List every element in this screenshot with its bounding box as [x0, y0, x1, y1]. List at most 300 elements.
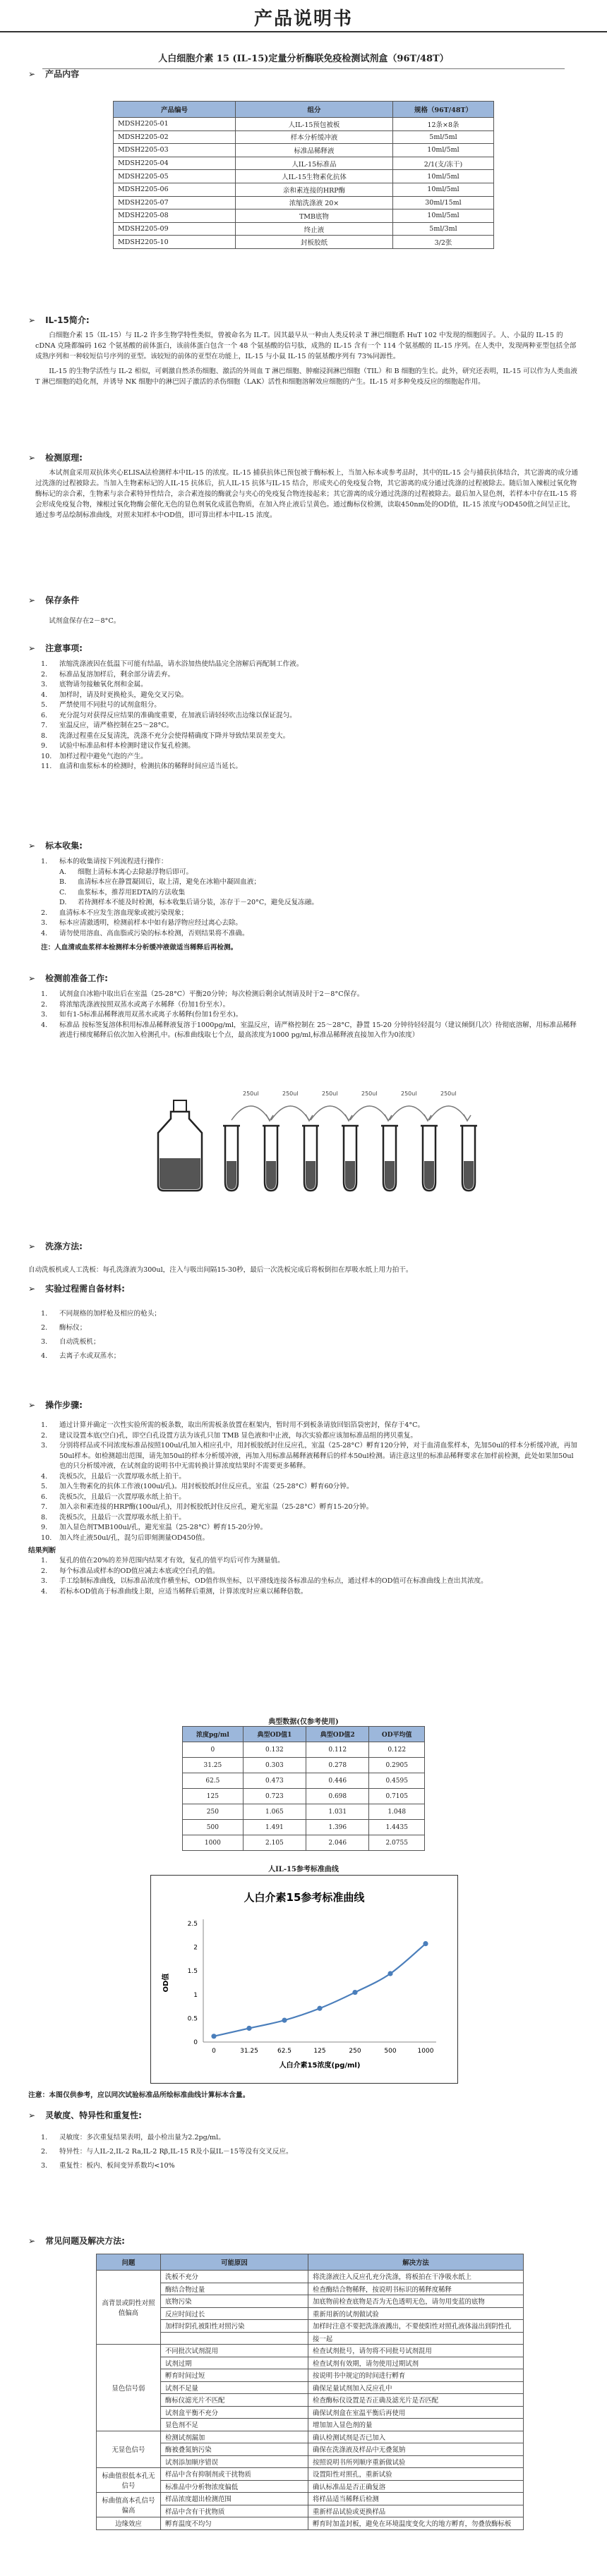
chart-note: 注意：本图仅供参考，应以同次试验标准品所绘标准曲线计算标本含量。: [28, 2091, 250, 2099]
transfer-arrow: [429, 1106, 467, 1120]
solution-cell: 接一起: [308, 2332, 524, 2345]
list-item: [41, 909, 579, 919]
list-text: 请勿使用溶血、高血脂或污染的标本检测，否则结果将不准确。: [59, 929, 249, 937]
table-cell: 终止液: [236, 222, 393, 236]
x-tick-label: 0: [212, 2048, 216, 2055]
table-row: [114, 118, 494, 131]
list-text: 洗板5次，且最后一次置厚吸水纸上拍干。: [59, 1493, 186, 1501]
list-text: 分别将样品或不同浓度标准品按照100ul/孔加入相应孔中，用封板胶纸封住反应孔，室温（25-28°C）孵育120分钟，对于血清血浆样本，先加50ul的样本分析缓冲液，再加50ul样本。如检测超出范围，请先加50ul的样本分析缓冲液，再加入用标准品稀释液稀释后的样本50ul检测。请注意这里的标准品稀释要求在加样前检测，此处如果加50ul也的只分析缓冲液，在试剂盒的说明书中无需转换计算浓度结果时不需要更多稀释。: [59, 1442, 577, 1470]
table-cell: 0.446: [306, 1773, 369, 1789]
table-cell: 250: [183, 1804, 244, 1820]
list-item: [59, 888, 579, 899]
table-cell: 3/2张: [393, 236, 494, 249]
list-item: [41, 1335, 579, 1349]
list-text: 酶标仪；: [59, 1324, 87, 1332]
table-row: [97, 2455, 524, 2468]
table-cell: 2.0755: [369, 1835, 425, 1851]
list-item: [41, 680, 579, 691]
solution-cell: 设置阳性对照孔，重新试验: [308, 2468, 524, 2481]
table-row: [114, 130, 494, 144]
cause-cell: 酶被叠氮钠污染: [161, 2443, 308, 2456]
table-cell: 2.046: [306, 1835, 369, 1851]
list-item: [41, 711, 579, 722]
intro-paragraph: 白细胞介素 15（IL-15）与 IL-2 许多生物学特性类似，曾被命名为 IL-T。因其最早从一种由人类反转录 T 淋巴细胞系 HuT 102 中发现的细胞因子。人、小鼠的 IL-15 的 cDNA 克隆都编码 162 个氨基酸的前体蛋白，该前体蛋白包含一个 48 个氨基酸的信号肽，成熟的 IL-15 含有一个 114 个氨基酸的 IL-15 序列。在人类中，发现两种亚型包括全部成熟序列和一种较短信号序列的亚型。该较短的前体的亚型在功能上，IL-15 与小鼠 IL-15 的氨基酸序列有 73%同源性。: [35, 332, 577, 360]
list-number: 9.: [41, 742, 48, 750]
section-contents: [28, 68, 579, 80]
section-heading: 实验过程需自备材料:: [45, 1284, 125, 1294]
list-item: [41, 1472, 579, 1483]
cause-cell: 不同批次试剂混用: [161, 2345, 308, 2357]
volume-label: 250ul: [361, 1090, 378, 1097]
table-cell: 0.698: [306, 1789, 369, 1804]
section-storage: [28, 594, 579, 626]
list-number: 7.: [41, 1503, 48, 1511]
table-cell: 1.4435: [369, 1820, 425, 1835]
table-header: 典型OD值1: [243, 1727, 306, 1742]
chart-title: 人白介素15参考标准曲线: [244, 1891, 365, 1904]
table-cell: 1.048: [369, 1804, 425, 1820]
table-cell: 人IL-15标准品: [236, 157, 393, 170]
result-heading: 结果判断: [28, 1547, 56, 1555]
list-number: 3.: [41, 1338, 48, 1346]
list-number: 5.: [41, 1483, 48, 1490]
section-notes: [28, 642, 579, 772]
list-item: [41, 2131, 579, 2145]
table-cell: 0.132: [243, 1742, 306, 1758]
problem-cell: 高背景或阴性对照值偏高: [97, 2271, 161, 2345]
principle-paragraph: 本试剂盒采用双抗体夹心ELISA法检测样本中IL-15 的浓度。IL-15 捕获抗体已预包被于酶标板上，当加入标本或参考品时，其中的IL-15 会与捕获抗体结合，其它游离的成分通过洗涤的过程被除去。当加入生物素标记的人IL-15 抗体后，抗人IL-15 抗体与IL-15 结合，形成夹心的免疫复合物，其它游离的成分通过洗涤的过程被除去。随后加入辣根过氧化物酶标记的亲合素，生物素与亲合素特异性结合，亲合素连接的酶就会与夹心的免疫复合物连接起来；其它游离的成分通过洗涤的过程被除去。最后加入显色剂，若样本中存在IL-15 将会形成免疫复合物，辣根过氧化物酶会催化无色的显色剂氧化成蓝色物质，在加入终止液后呈黄色。通过酶标仪检测，读取450nm处的OD值，IL-15 浓度与OD450值之间呈正比，通过参考品绘制标准曲线，对照未知样本中OD值，即可算出样本中IL-15 浓度。: [35, 469, 579, 519]
list-number: 2.: [41, 2148, 48, 2156]
list-number: 8.: [41, 731, 48, 740]
y-axis-label: OD值: [162, 1973, 170, 1993]
storage-text: 试剂盒保存在2－8°C。: [49, 617, 121, 625]
solution-cell: 重新样品试验或更换样品: [308, 2505, 524, 2517]
list-number: 4.: [41, 1352, 48, 1360]
table-cell: MDSH2205-01: [114, 118, 236, 131]
solution-cell: 加底物前检查底物是否为无色透明无色，请勿用变蓝的底物: [308, 2295, 524, 2308]
list-item: [41, 700, 579, 711]
list-number: 2.: [41, 1567, 48, 1575]
dilution-diagram: [155, 1079, 480, 1199]
list-text: 每个标准品或样本的OD值应减去本底或空白孔的值。: [59, 1567, 220, 1575]
list-text: 将浓缩洗涤液按照双蒸水或离子水稀释（份加1份至水）。: [59, 1000, 230, 1009]
list-text: 浓缩洗涤液因在低温下可能有结晶，请水浴加热使结晶完全溶解后再配制工作液。: [59, 660, 304, 668]
list-text: 加入亲和素连接的HRP酶(100ul/孔)，用封板胶纸封住反应孔，避光室温（25-28°C）孵育15-20分钟。: [59, 1503, 373, 1511]
cause-cell: 孵育温度不均匀: [161, 2517, 308, 2530]
y-tick-label: 2.5: [187, 1921, 198, 1928]
y-tick-label: 0: [193, 2039, 198, 2046]
table-row: [183, 1758, 425, 1773]
x-tick-label: 125: [313, 2048, 326, 2055]
table-cell: MDSH2205-10: [114, 236, 236, 249]
arrow-bullet-icon: ➢: [28, 315, 36, 325]
arrow-bullet-icon: ➢: [28, 840, 36, 851]
table-cell: MDSH2205-06: [114, 183, 236, 196]
tube-icon: [302, 1126, 319, 1191]
list-text: 加入显色剂TMB100ul/孔，避光室温（25-28°C）孵育15-20分钟。: [59, 1524, 268, 1531]
y-tick-label: 2: [193, 1944, 198, 1952]
section-heading: 保存条件: [45, 595, 80, 605]
table-cell: 人IL-15生物素化抗体: [236, 170, 393, 183]
list-item: [41, 918, 579, 929]
table-cell: 1.491: [243, 1820, 306, 1835]
table-row: [183, 1742, 425, 1758]
y-tick-label: 1: [193, 1991, 198, 1999]
list-text: 试验中标准品和样本检测时建议作复孔检测。: [59, 742, 195, 750]
x-tick-label: 250: [349, 2048, 361, 2055]
list-item: [41, 1523, 579, 1533]
table-cell: 0.4595: [369, 1773, 425, 1789]
table-row: [97, 2307, 524, 2320]
table-cell: 500: [183, 1820, 244, 1835]
solution-cell: 确认标准品是否正确复溶: [308, 2480, 524, 2493]
cause-cell: 酶标仪滤光片不匹配: [161, 2394, 308, 2407]
solution-cell: 孵育时加盖封板，避免在环境温度变化大的地方孵育，勿叠放酶标板: [308, 2517, 524, 2530]
list-text: 细胞上清标本离心去除悬浮物后即可。: [78, 868, 193, 876]
table-cell: 0.303: [243, 1758, 306, 1773]
table-cell: MDSH2205-02: [114, 130, 236, 144]
table-header-row: [97, 2254, 524, 2271]
prep-list: [41, 990, 579, 1041]
tube-row: [223, 1126, 477, 1191]
table-cell: 2.105: [243, 1835, 306, 1851]
table-cell: MDSH2205-08: [114, 209, 236, 223]
list-text: 血清和血浆标本的检测时，检测抗体的稀释时间应适当延长。: [59, 763, 243, 770]
cause-cell: 样品中含有抑制剂或干扰物质: [161, 2468, 308, 2481]
list-text: 加样时，请及时更换枪头，避免交叉污染。: [59, 691, 188, 699]
table-cell: 0.7105: [369, 1789, 425, 1804]
table-row: [97, 2369, 524, 2382]
table-header-row: [183, 1727, 425, 1742]
data-point: [423, 1941, 428, 1946]
list-item: [41, 2145, 579, 2159]
table-cell: 1.031: [306, 1804, 369, 1820]
list-text: 特异性：与人IL-2,IL-2 Ra,IL-2 Rβ,IL-15 R及小鼠IL－15等没有交叉反应。: [59, 2148, 293, 2156]
list-number: 11.: [41, 763, 52, 770]
list-item: [59, 877, 579, 888]
table-cell: MDSH2205-03: [114, 144, 236, 157]
table-cell: 封板胶纸: [236, 236, 393, 249]
od-table-caption: 典型数据(仅参考使用): [268, 1718, 339, 1726]
list-text: 自动洗板机；: [59, 1338, 100, 1346]
list-item: [41, 1321, 579, 1335]
list-number: 5.: [41, 701, 48, 709]
list-number: A.: [59, 868, 66, 876]
data-point: [387, 1971, 392, 1976]
arrow-bullet-icon: ➢: [28, 973, 36, 983]
arrow-bullet-icon: ➢: [28, 595, 36, 605]
list-number: 9.: [41, 1524, 48, 1531]
list-item: [41, 1021, 579, 1041]
section-intro: [28, 314, 579, 387]
section-sample: [28, 839, 579, 952]
table-cell: 5ml/5ml: [393, 130, 494, 144]
list-text: 底物请勿接触氧化剂和金属。: [59, 681, 148, 688]
list-number: 1.: [41, 660, 48, 668]
list-text: 室温反应，请严格控制在25～28°C。: [59, 722, 174, 729]
table-row: [97, 2271, 524, 2283]
list-item: [41, 721, 579, 731]
table-cell: 2/1(支/冻干): [393, 157, 494, 170]
solution-cell: 将洗涤液注入反应孔充分洗涤，将板拍在干净吸水纸上: [308, 2271, 524, 2283]
list-number: 3.: [41, 1011, 48, 1019]
table-cell: 10ml/5ml: [393, 209, 494, 223]
transfer-arrow: [311, 1106, 349, 1120]
list-number: 1.: [41, 990, 48, 998]
cause-cell: 加样时阴孔被阳性对照污染: [161, 2320, 308, 2333]
standard-curve-chart: [150, 1875, 458, 2084]
x-tick-label: 1000: [417, 2048, 434, 2055]
list-text: 试剂盒自冰箱中取出后在室温（25-28°C）平衡20分钟；每次检测后剩余试剂请及时于2－8°C保存。: [59, 990, 364, 998]
list-item: [41, 1441, 579, 1472]
table-cell: 10ml/5ml: [393, 170, 494, 183]
wash-text: 自动洗板机或人工洗板：每孔洗涤液为300ul，注入与吸出间隔15-30秒，最后一次洗板完成后将板倒扣在厚吸水纸上用力拍干。: [28, 1266, 413, 1274]
solution-cell: 检查酶结合物稀释，按说明书标识的稀释度稀释: [308, 2283, 524, 2295]
list-number: 1.: [41, 858, 48, 865]
section-heading: 常见问题及解决方法:: [45, 2236, 125, 2246]
section-troubleshoot: [28, 2235, 579, 2247]
list-item: [41, 1576, 579, 1587]
list-text: 血清标本应在静置凝固后，取上清，避免在冰箱中凝固血液；: [78, 878, 261, 886]
transfer-arrow: [390, 1106, 428, 1120]
list-item: [41, 1307, 579, 1321]
chart-svg: [151, 1876, 457, 2083]
table-cell: 人IL-15预包被板: [236, 118, 393, 131]
x-tick-label: 500: [384, 2048, 397, 2055]
problem-cell: 边缘效应: [97, 2517, 161, 2530]
list-item: [41, 857, 579, 868]
list-number: 4.: [41, 1472, 48, 1481]
procedure-list: [41, 1421, 579, 1543]
list-number: 2.: [41, 670, 48, 679]
table-row: [97, 2394, 524, 2407]
table-header: 规格（96T/48T）: [393, 102, 494, 118]
cause-cell: 检测试剂漏加: [161, 2431, 308, 2443]
doc-title: 产品说明书: [253, 8, 353, 30]
y-tick-label: 0.5: [187, 2015, 198, 2023]
solution-cell: 按说明书中规定的时间进行孵育: [308, 2369, 524, 2382]
solution-cell: 确保在洗涤液及样品中无叠氮钠: [308, 2443, 524, 2456]
table-cell: 62.5: [183, 1773, 244, 1789]
list-item: [41, 1421, 579, 1431]
cause-cell: 显色剂不足: [161, 2419, 308, 2431]
section-heading: 灵敏度、特异性和重复性:: [45, 2110, 142, 2120]
table-row: [97, 2406, 524, 2419]
table-header: OD平均值: [369, 1727, 425, 1742]
list-text: 严禁使用不同批号的试剂盒组分。: [59, 701, 161, 709]
cause-cell: 孵育时间过短: [161, 2369, 308, 2382]
arrow-bullet-icon: ➢: [28, 1241, 36, 1251]
list-text: 血清标本不应发生溶血现象或被污染现象；: [59, 909, 188, 917]
list-item: [59, 868, 579, 878]
notes-list: [41, 660, 579, 772]
table-header: 典型OD值2: [306, 1727, 369, 1742]
table-row: [97, 2480, 524, 2493]
list-number: 3.: [41, 919, 48, 927]
list-text: 充分混匀对获得反应结果的准确度重要，在加液后请轻轻吹击边缘以保证混匀。: [59, 711, 296, 719]
problem-cell: 标曲值高本孔信号偏高: [97, 2493, 161, 2517]
table-cell: MDSH2205-04: [114, 157, 236, 170]
doc-subtitle: 人白细胞介素 15 (IL-15)定量分析酶联免疫检测试剂盒（96T/48T）: [158, 54, 449, 64]
list-text: 标本的收集请按下列流程进行操作：: [59, 858, 168, 865]
cause-cell: 样品中含有干扰物质: [161, 2505, 308, 2517]
list-item: [41, 990, 579, 1000]
table-row: [97, 2381, 524, 2394]
transfer-arrow: [271, 1106, 309, 1120]
table-cell: 0.122: [369, 1742, 425, 1758]
list-item: [41, 1010, 579, 1021]
table-header: 解决方法: [308, 2254, 524, 2271]
tube-icon: [381, 1126, 398, 1191]
arrow-head-icon: [424, 1114, 431, 1121]
section-procedure: [28, 1399, 579, 1597]
table-cell: 30ml/15ml: [393, 196, 494, 209]
table-header-row: [114, 102, 494, 118]
list-text: 不同规格的加样枪及相应的枪头；: [59, 1310, 161, 1318]
table-cell: 0.2905: [369, 1758, 425, 1773]
solution-cell: 增加加入显色剂的量: [308, 2419, 524, 2431]
arrow-bullet-icon: ➢: [28, 643, 36, 653]
table-row: [97, 2357, 524, 2369]
table-cell: 1.065: [243, 1804, 306, 1820]
x-tick-label: 62.5: [277, 2048, 292, 2055]
table-row: [183, 1804, 425, 1820]
table-cell: 1000: [183, 1835, 244, 1851]
list-text: 建议设置本底(空白)孔，即空白孔设置方法为该孔只加 TMB 显色液和中止液，每次实验都应该加标准品组的拷贝重复。: [59, 1431, 417, 1440]
table-row: [114, 236, 494, 249]
list-text: 加入生物素化的抗体工作液(100ul/孔)。用封板胶纸封住反应孔，室温（25-28°C）孵育60分钟。: [59, 1483, 354, 1490]
list-text: 洗涤过程重在反复清洗，洗涤不充分会使得精确度下降并导致结果误差变大。: [59, 731, 290, 740]
list-text: 标准品复溶加样后，剩余部分请丢弃。: [59, 670, 175, 679]
stock-bottle-icon: [158, 1100, 202, 1191]
table-row: [97, 2431, 524, 2443]
cause-cell: 标准品中分析物浓度偏低: [161, 2480, 308, 2493]
table-cell: TMB底物: [236, 209, 393, 223]
list-number: 3.: [41, 1577, 48, 1585]
troubleshoot-table: [96, 2254, 524, 2530]
table-row: [183, 1835, 425, 1851]
section-principle: [28, 451, 579, 521]
table-row: [97, 2320, 524, 2333]
list-text: 加样过程中避免气泡的产生。: [59, 752, 148, 760]
problem-cell: 标曲值很低本孔无信号: [97, 2468, 161, 2493]
series-line: [214, 1944, 426, 2036]
section-sensitivity: [28, 2109, 579, 2173]
table-row: [97, 2419, 524, 2431]
volume-label: 250ul: [440, 1090, 457, 1097]
table-cell: 10ml/5ml: [393, 183, 494, 196]
list-text: 标本应清澈透明，检测前样本中如有悬浮物应经过离心去除。: [59, 919, 243, 927]
table-cell: 5ml/3ml: [393, 222, 494, 236]
solution-cell: 检查试剂批号，请勿将不同批号试剂混用: [308, 2345, 524, 2357]
section-heading: 检测原理:: [45, 453, 83, 463]
list-number: 1.: [41, 1557, 48, 1565]
list-number: 1.: [41, 1421, 48, 1429]
transfer-arrow: [350, 1106, 388, 1120]
data-point: [282, 2018, 287, 2023]
x-axis-label: 人白介素15浓度(pg/ml): [279, 2062, 361, 2070]
sample-list: [41, 857, 579, 939]
table-row: [183, 1820, 425, 1835]
list-item: [41, 1587, 579, 1598]
list-number: 1.: [41, 1310, 48, 1318]
list-number: 8.: [41, 1513, 48, 1521]
contents-table: [113, 101, 494, 249]
table-cell: 0: [183, 1742, 244, 1758]
list-number: 2.: [41, 1431, 48, 1440]
list-number: 3.: [41, 681, 48, 688]
cause-cell: 试剂过期: [161, 2357, 308, 2369]
sensitivity-list: [41, 2131, 579, 2173]
arrow-head-icon: [306, 1114, 313, 1121]
solution-cell: 按照说明书所列顺序重新做试验: [308, 2455, 524, 2468]
list-number: D.: [59, 899, 67, 906]
table-cell: MDSH2205-07: [114, 196, 236, 209]
table-cell: 10ml/5ml: [393, 144, 494, 157]
table-row: [114, 183, 494, 196]
table-row: [114, 209, 494, 223]
cause-cell: 洗板不充分: [161, 2271, 308, 2283]
table-row: [97, 2332, 524, 2345]
od-table-body: [183, 1742, 425, 1851]
transfer-arrows: [232, 1106, 471, 1121]
table-row: [97, 2443, 524, 2456]
tube-icon: [421, 1126, 438, 1191]
cause-cell: 样品浓度超出检测范围: [161, 2493, 308, 2505]
list-item: [41, 1533, 579, 1544]
table-header: 浓度pg/ml: [183, 1727, 244, 1742]
tube-icon: [223, 1126, 240, 1191]
cause-cell: 试剂添加顺序错误: [161, 2455, 308, 2468]
list-item: [41, 691, 579, 701]
list-number: 10.: [41, 752, 52, 760]
list-text: 通过计算并确定一次性实验所需的板条数，取出所需板条放置在框架内，暂时用不到板条请放回铝箔袋密封，保存于4°C。: [59, 1421, 425, 1429]
list-item: [41, 1556, 579, 1567]
problem-cell: 无显色信号: [97, 2431, 161, 2468]
list-item: [41, 731, 579, 742]
section-wash: [28, 1240, 579, 1275]
table-cell: 0.112: [306, 1742, 369, 1758]
list-number: 2.: [41, 1000, 48, 1009]
cause-cell: 反应时间过长: [161, 2307, 308, 2320]
section-heading: 洗涤方法:: [45, 1241, 83, 1251]
list-number: 2.: [41, 909, 48, 917]
list-number: 6.: [41, 1493, 48, 1501]
table-row: [183, 1789, 425, 1804]
table-row: [114, 144, 494, 157]
table-row: [114, 170, 494, 183]
arrow-head-icon: [464, 1114, 471, 1121]
list-item: [41, 752, 579, 763]
section-equipment: [28, 1282, 579, 1363]
result-list: [41, 1556, 579, 1597]
list-item: [41, 2159, 579, 2173]
list-number: 4.: [41, 1587, 48, 1596]
list-item: [41, 1431, 579, 1442]
list-item: [41, 1482, 579, 1493]
list-number: 4.: [41, 691, 48, 699]
list-number: 4.: [41, 1021, 48, 1029]
problem-cell: 显色信号弱: [97, 2345, 161, 2431]
table-cell: 亲和素连接的HRP酶: [236, 183, 393, 196]
list-item: [41, 1513, 579, 1524]
tube-icon: [263, 1126, 280, 1191]
table-header: 产品编号: [114, 102, 236, 118]
arrow-bullet-icon: ➢: [28, 2110, 36, 2120]
arrow-bullet-icon: ➢: [28, 1399, 36, 1410]
table-cell: 31.25: [183, 1758, 244, 1773]
cause-cell: [161, 2332, 308, 2345]
